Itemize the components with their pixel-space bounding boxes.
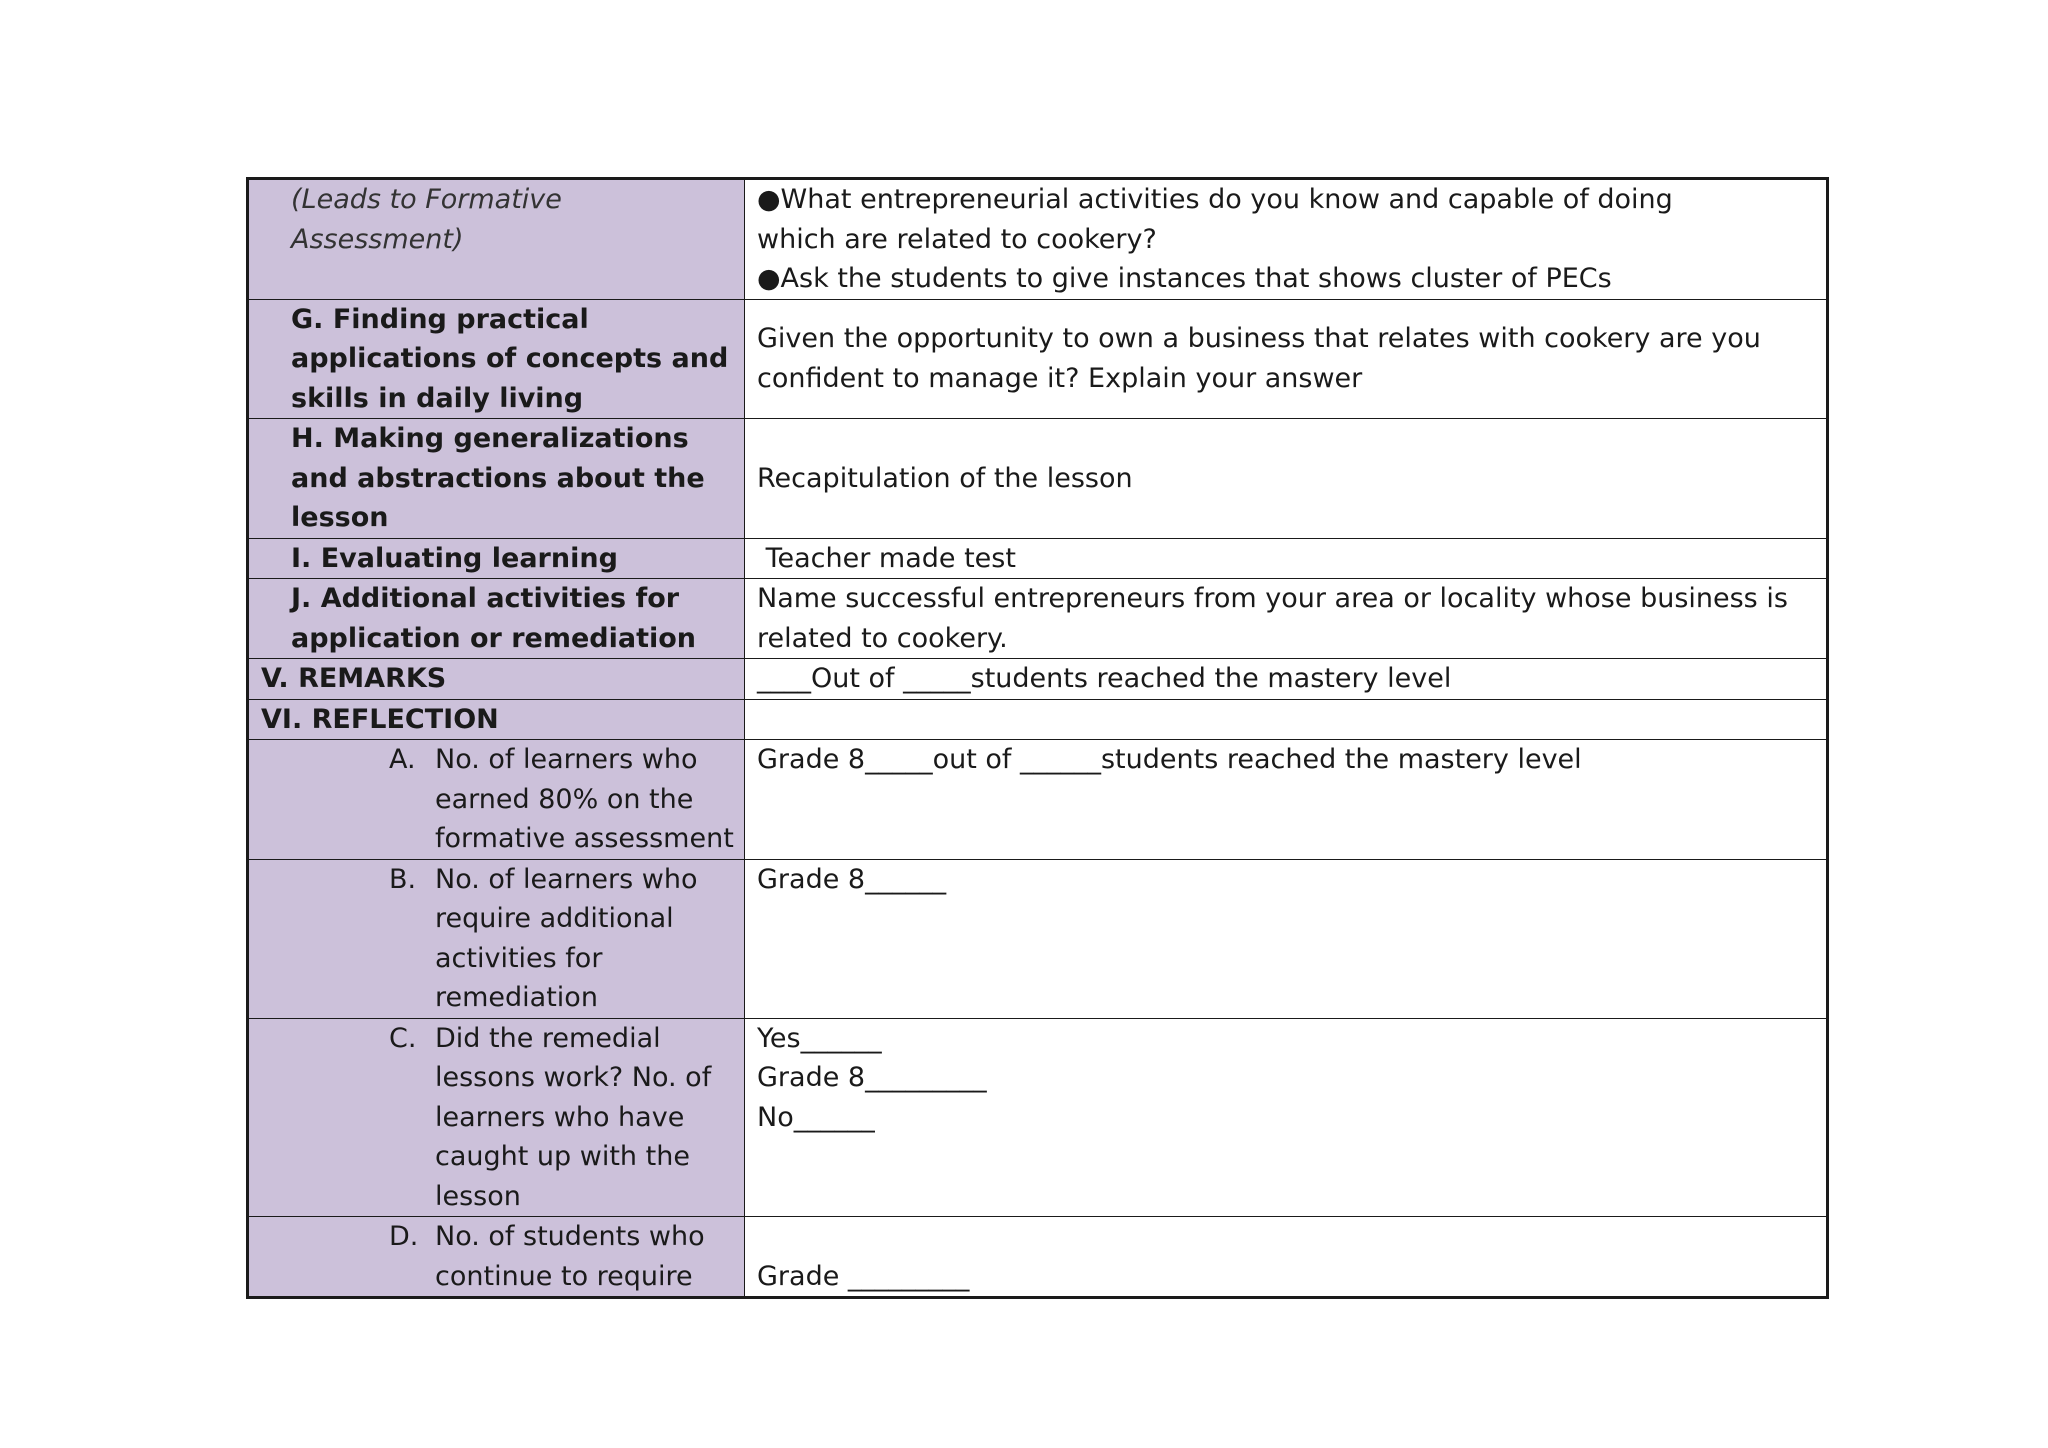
list-item bbox=[249, 740, 744, 859]
item-letter: A. bbox=[389, 744, 416, 775]
row-label: G. Finding practical applications of concepts and skills in daily living bbox=[291, 303, 729, 414]
section-heading: VI. REFLECTION bbox=[261, 703, 499, 735]
value-cell bbox=[745, 699, 1828, 740]
row-remarks bbox=[248, 659, 1828, 700]
row-value: Given the opportunity to own a business that relates with cookery are you confident to manage it? Explain your answer bbox=[757, 323, 1761, 394]
value-cell bbox=[745, 1018, 1828, 1217]
bullet-line: ●Ask the students to give instances that shows cluster of PECs bbox=[757, 263, 1612, 294]
no-field: No______ bbox=[757, 1101, 875, 1133]
label-cell bbox=[248, 1217, 745, 1298]
label-cell bbox=[248, 538, 745, 579]
value-cell bbox=[745, 1217, 1828, 1298]
row-label: H. Making generalizations and abstractions about the lesson bbox=[291, 423, 705, 533]
bullet-line: ●What entrepreneurial activities do you know and capable of doing bbox=[757, 184, 1673, 215]
row-b bbox=[248, 859, 1828, 1018]
row-label: (Leads to Formative Assessment) bbox=[291, 184, 562, 255]
label-cell bbox=[248, 579, 745, 659]
label-cell bbox=[248, 699, 745, 740]
row-label: Did the remedial lessons work? No. of learners who have caught up with the lesson bbox=[435, 1022, 712, 1212]
list-item bbox=[249, 1019, 744, 1217]
row-value: Teacher made test bbox=[757, 542, 1016, 574]
label-cell bbox=[248, 1018, 745, 1217]
value-cell bbox=[745, 579, 1828, 659]
label-cell bbox=[248, 859, 745, 1018]
value-cell bbox=[745, 538, 1828, 579]
label-cell bbox=[248, 659, 745, 700]
row-value: Grade 8______ bbox=[757, 863, 947, 895]
row-reflection bbox=[248, 699, 1828, 740]
row-i bbox=[248, 538, 1828, 579]
value-cell bbox=[745, 299, 1828, 419]
row-label: I. Evaluating learning bbox=[291, 542, 618, 574]
value-cell bbox=[745, 859, 1828, 1018]
row-g bbox=[248, 299, 1828, 419]
label-cell bbox=[248, 179, 745, 300]
row-label: J. Additional activities for application or remediation bbox=[291, 583, 697, 654]
row-value: Grade 8_____out of ______students reached the mastery level bbox=[757, 744, 1582, 775]
value-cell bbox=[745, 419, 1828, 539]
row-d bbox=[248, 1217, 1828, 1298]
row-label: No. of learners who require additional activities for remediation bbox=[435, 863, 698, 1013]
row-formative bbox=[248, 179, 1828, 300]
list-item bbox=[249, 1217, 744, 1296]
row-a bbox=[248, 740, 1828, 860]
value-cell bbox=[745, 179, 1828, 300]
item-letter: D. bbox=[389, 1221, 419, 1252]
value-cell bbox=[745, 659, 1828, 700]
row-c bbox=[248, 1018, 1828, 1217]
grade-field: Grade 8_________ bbox=[757, 1062, 987, 1093]
row-value: Grade _________ bbox=[757, 1260, 970, 1292]
label-cell bbox=[248, 299, 745, 419]
label-cell bbox=[248, 419, 745, 539]
label-cell bbox=[248, 740, 745, 860]
lesson-plan-table bbox=[246, 177, 1829, 1299]
item-letter: B. bbox=[389, 863, 417, 895]
row-value: ____Out of _____students reached the mastery level bbox=[757, 663, 1452, 694]
row-h bbox=[248, 419, 1828, 539]
item-letter: C. bbox=[389, 1022, 417, 1054]
bullet-line: which are related to cookery? bbox=[757, 223, 1157, 255]
row-j bbox=[248, 579, 1828, 659]
section-heading: V. REMARKS bbox=[261, 663, 447, 694]
row-label: No. of students who continue to require bbox=[435, 1221, 705, 1292]
list-item bbox=[249, 860, 744, 1018]
row-value: Name successful entrepreneurs from your area or locality whose business is related to cookery. bbox=[757, 583, 1788, 654]
yes-field: Yes______ bbox=[757, 1022, 882, 1054]
value-cell bbox=[745, 740, 1828, 860]
row-value: Recapitulation of the lesson bbox=[757, 462, 1133, 494]
row-label: No. of learners who earned 80% on the formative assessment bbox=[435, 744, 734, 854]
